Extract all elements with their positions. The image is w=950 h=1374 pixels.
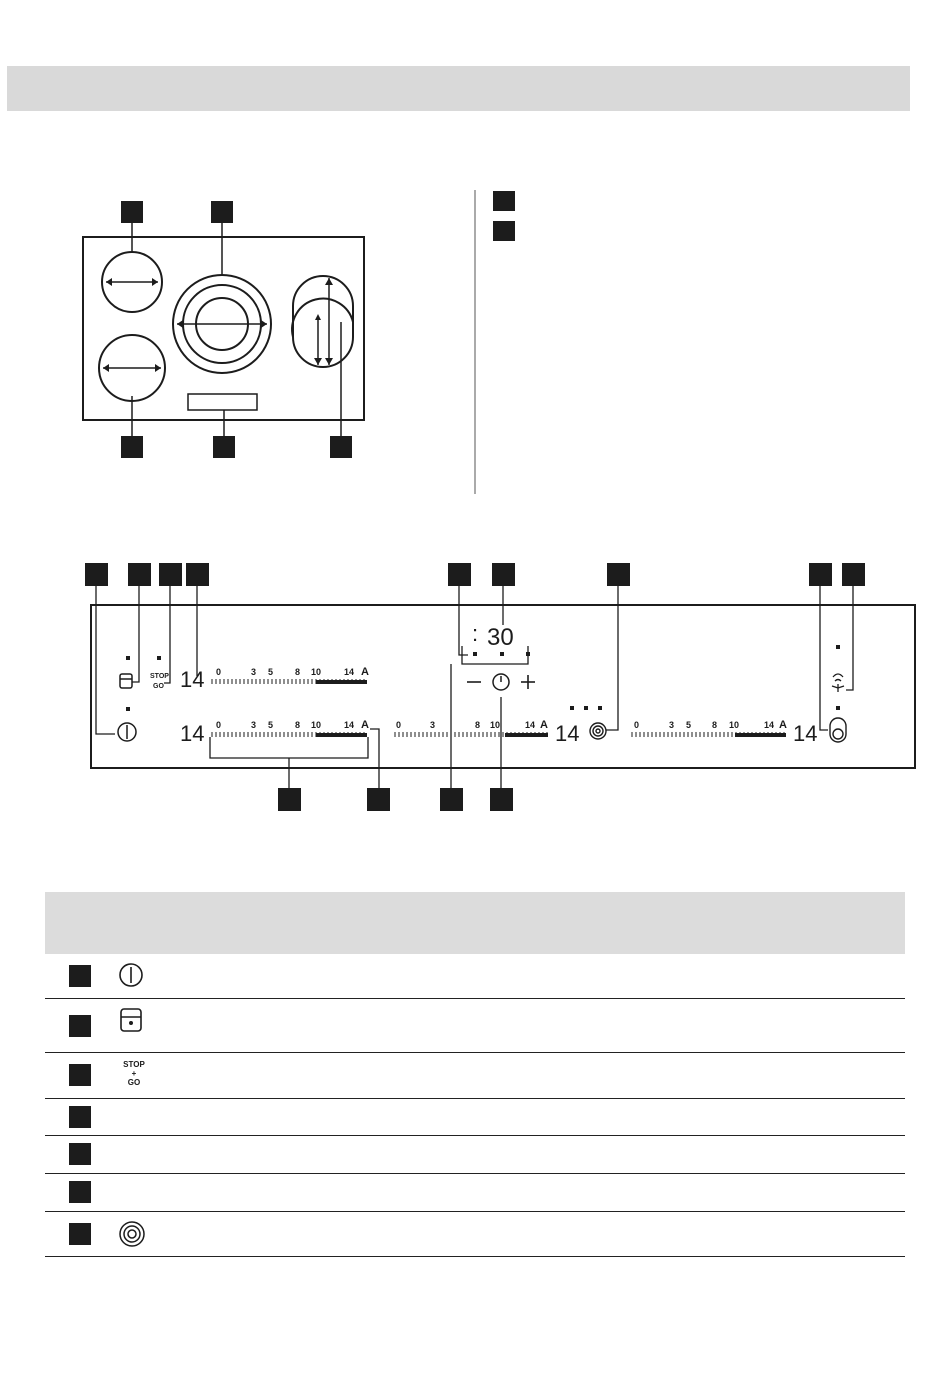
scale-label: 8 [295, 720, 301, 730]
row-marker [69, 965, 91, 987]
table-row [45, 1098, 905, 1136]
hood-fan-icon [832, 674, 844, 692]
scale-label: 14 [525, 720, 536, 730]
stop-go-icon: STOP + GO [123, 1060, 145, 1087]
scale-label: 5 [268, 667, 274, 677]
stop-label: STOP [150, 673, 169, 680]
row-marker [69, 1143, 91, 1165]
scale-high-segment [316, 680, 367, 684]
lock-icon [118, 1006, 144, 1034]
scale-label: 14 [764, 720, 775, 730]
row-marker [69, 1015, 91, 1037]
go-label: GO [153, 683, 164, 690]
scale-label: 0 [634, 720, 640, 730]
table-row [45, 954, 905, 999]
callout-marker [211, 201, 233, 223]
scale-label: 10 [311, 667, 322, 677]
zone-oval-extension [292, 276, 353, 367]
scale-label: 0 [396, 720, 402, 730]
scale-label: 3 [251, 667, 257, 677]
scale-label: 10 [490, 720, 501, 730]
zone-triple-ring [173, 275, 271, 373]
level-display: 14 [180, 721, 205, 746]
timer-icon [493, 674, 509, 690]
cooking-zones-diagram [0, 180, 520, 500]
table-row [45, 1211, 905, 1257]
lock-icon [120, 674, 132, 688]
bottom-callout-markers [278, 788, 513, 811]
oval-zone-icon [830, 718, 846, 742]
callout-marker [121, 436, 143, 458]
scale-label: A [779, 719, 787, 731]
table-row [45, 998, 905, 1053]
timer-colon: : [472, 621, 479, 646]
scale-label: A [540, 719, 548, 731]
scale-label: 8 [295, 667, 301, 677]
plus-icon [521, 675, 535, 689]
row-marker [69, 1064, 91, 1086]
scale-label: 14 [344, 667, 355, 677]
timer-display: 30 [487, 624, 514, 651]
scale-label: 8 [475, 720, 481, 730]
section-header-bar [7, 66, 910, 111]
scale-high-segment [316, 733, 367, 737]
scale-label: A [361, 666, 369, 678]
scale-label: 10 [729, 720, 740, 730]
scale-label: 5 [686, 720, 692, 730]
table-header [45, 892, 905, 954]
scale-label: 5 [268, 720, 274, 730]
scale-label: A [361, 719, 369, 731]
control-panel-diagram [0, 555, 950, 820]
power-icon [118, 723, 136, 741]
table-row [45, 1052, 905, 1099]
callout-marker [330, 436, 352, 458]
level-display: 14 [180, 667, 205, 692]
callout-marker [493, 191, 515, 211]
scale-label: 14 [344, 720, 355, 730]
top-callout-markers [85, 563, 865, 586]
scale-label: 0 [216, 720, 222, 730]
triple-ring-icon [118, 1220, 146, 1248]
scale-high-segment [735, 733, 786, 737]
row-marker [69, 1223, 91, 1245]
row-marker [69, 1106, 91, 1128]
scale-high-segment [505, 733, 548, 737]
scale-label: 8 [712, 720, 718, 730]
scale-label: 3 [251, 720, 257, 730]
table-row [45, 1135, 905, 1174]
power-level-scales [212, 666, 787, 737]
scale-label: 0 [216, 667, 222, 677]
triple-ring-icon [590, 723, 606, 739]
level-display: 14 [793, 721, 818, 746]
power-icon [118, 962, 144, 988]
callout-marker [121, 201, 143, 223]
scale-label: 3 [669, 720, 675, 730]
hob-outline [83, 237, 364, 420]
callout-marker [493, 221, 515, 241]
scale-label: 10 [311, 720, 322, 730]
control-panel-outline [188, 394, 257, 410]
callout-marker [213, 436, 235, 458]
scale-label: 3 [430, 720, 436, 730]
row-marker [69, 1181, 91, 1203]
table-row [45, 1173, 905, 1212]
level-display: 14 [555, 721, 580, 746]
